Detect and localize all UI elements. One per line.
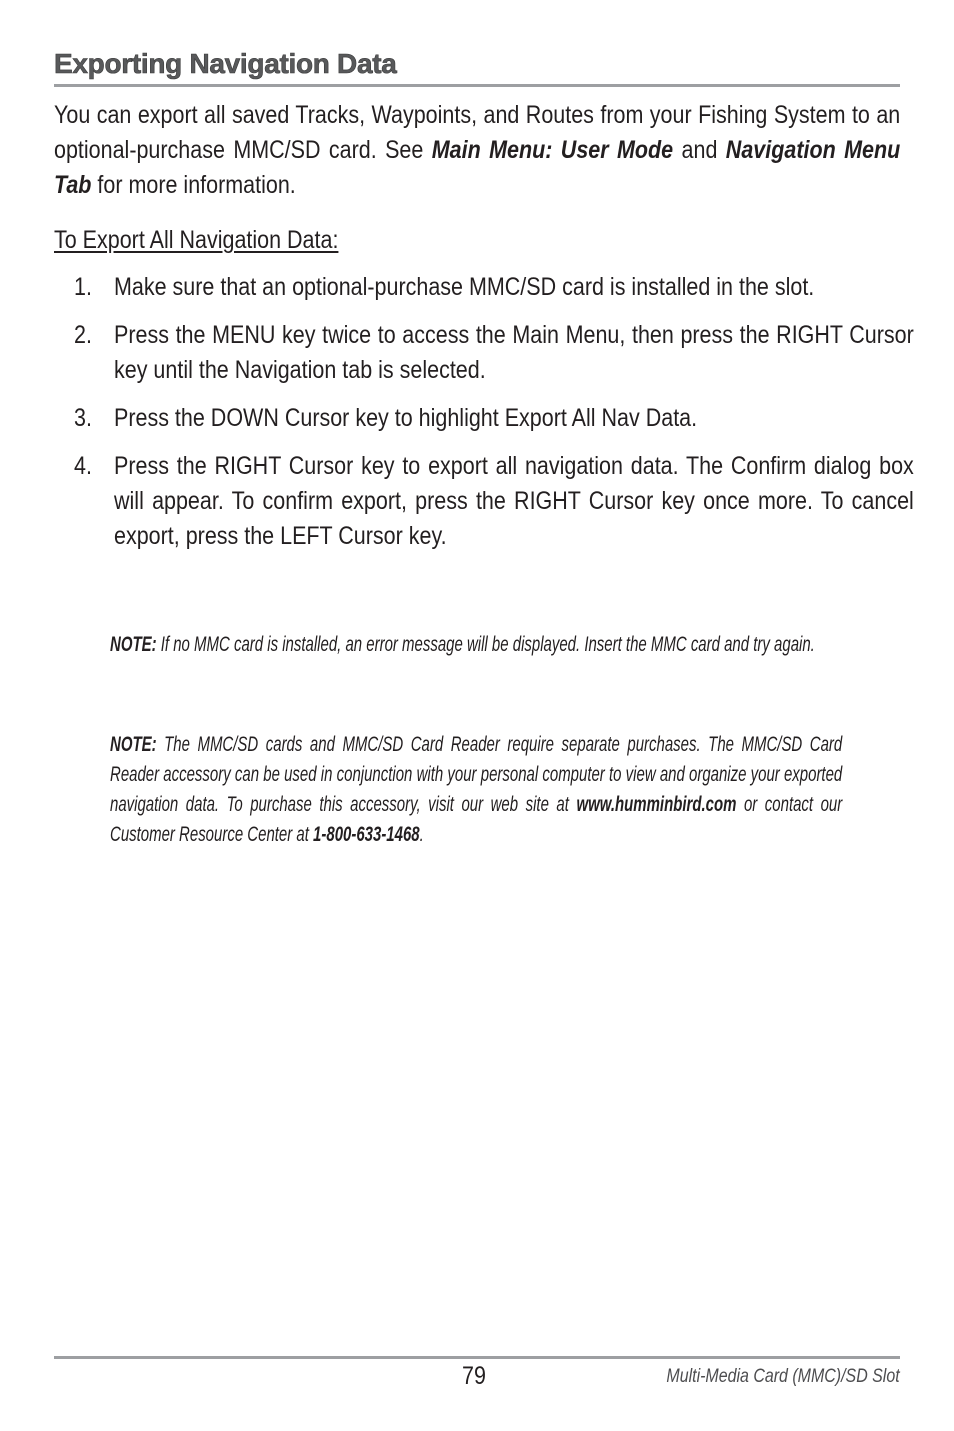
note-label: NOTE: xyxy=(110,633,157,656)
step-4 xyxy=(74,449,914,554)
heading-divider xyxy=(54,84,900,87)
note-text: If no MMC card is installed, an error message will be displayed. Insert the MMC card and try again. xyxy=(156,633,815,656)
step-text: Press the RIGHT Cursor key to export all navigation data. The Confirm dialog box will appear. To confirm export, press the RIGHT Cursor key once more. To cancel export, press the LEFT Cursor key. xyxy=(114,452,914,550)
step-2 xyxy=(74,318,914,388)
intro-reference-main-menu: Main Menu: User Mode xyxy=(431,136,674,164)
note-no-card xyxy=(110,630,842,660)
procedure-steps xyxy=(74,270,914,567)
note-label: NOTE: xyxy=(110,733,157,756)
note-purchase xyxy=(110,730,842,850)
step-number: 2. xyxy=(74,321,92,349)
step-3 xyxy=(74,401,874,436)
step-number: 4. xyxy=(74,452,92,480)
note-text: The MMC/SD cards and MMC/SD Card Reader require separate purchases. The MMC/SD Card Reader accessory can be used in conjunction with your personal computer to view and organize your exported navigation data. To purchase this accessory, visit our web site at xyxy=(110,733,843,816)
intro-text-1: You can export all saved Tracks, Waypoints, and Routes from your Fishing System to an optional-purchase MMC/SD card. See xyxy=(54,101,901,164)
procedure-title: To Export All Navigation Data: xyxy=(54,226,339,254)
website-link[interactable]: www.humminbird.com xyxy=(576,793,737,816)
intro-text-2: and xyxy=(673,136,726,164)
intro-reference-navigation-tab: Navigation Menu Tab xyxy=(54,136,901,199)
step-number: 1. xyxy=(74,273,92,301)
section-heading: Exporting Navigation Data xyxy=(54,48,397,79)
intro-text-3: for more information. xyxy=(91,171,296,199)
step-text: Press the DOWN Cursor key to highlight Export All Nav Data. xyxy=(114,404,698,432)
step-text: Make sure that an optional-purchase MMC/SD card is installed in the slot. xyxy=(114,273,815,301)
footer-divider xyxy=(54,1356,900,1359)
note-text: . xyxy=(419,823,424,846)
running-title: Multi-Media Card (MMC)/SD Slot xyxy=(666,1366,900,1387)
step-number: 3. xyxy=(74,404,92,432)
step-text: Press the MENU key twice to access the Main Menu, then press the RIGHT Cursor key until the Navigation tab is selected. xyxy=(114,321,914,384)
intro-paragraph xyxy=(54,98,900,203)
step-1 xyxy=(74,270,874,305)
page-number: 79 xyxy=(462,1362,486,1390)
note-text: or contact our Customer Resource Center at xyxy=(110,793,843,846)
phone-number: 1-800-633-1468 xyxy=(313,823,420,846)
